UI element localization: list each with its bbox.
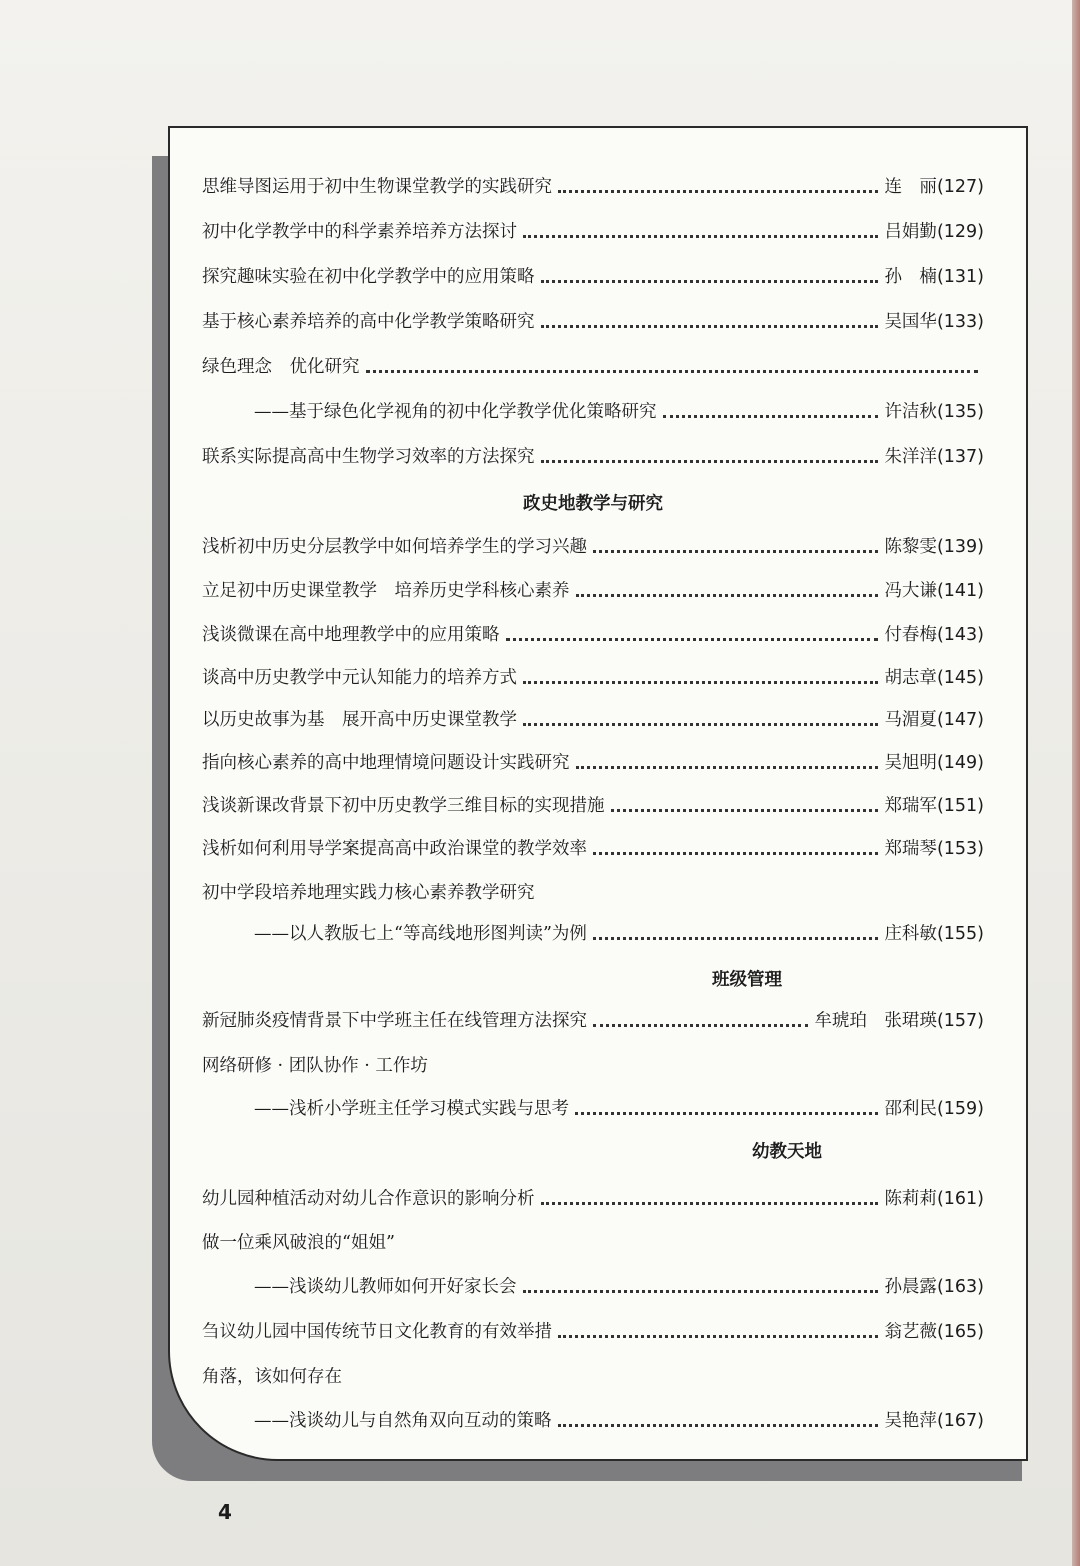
leader-dots	[523, 681, 878, 684]
toc-entry	[202, 164, 984, 198]
entry-title: 基于核心素养培养的高中化学教学策略研究	[202, 312, 535, 332]
entry-title: 浅析如何利用导学案提高高中政治课堂的教学效率	[202, 839, 587, 859]
leader-dots	[593, 550, 878, 553]
toc-entry	[202, 1043, 984, 1077]
entry-author: 胡志章	[884, 668, 937, 688]
leader-dots	[593, 852, 878, 855]
entry-author: 朱洋洋	[884, 447, 937, 467]
entry-author: 孙 楠	[884, 267, 937, 287]
entry-page: (151)	[936, 796, 984, 816]
entry-page: (153)	[936, 839, 984, 859]
entry-title: 刍议幼儿园中国传统节日文化教育的有效举措	[202, 1322, 552, 1342]
toc-entry	[202, 998, 984, 1032]
book-edge	[1072, 0, 1080, 1566]
entry-author: 冯大谦	[884, 581, 937, 601]
section-heading: 政史地教学与研究	[523, 494, 663, 514]
entry-author: 翁艺薇	[884, 1322, 937, 1342]
leader-dots	[575, 1112, 878, 1115]
entry-page: (167)	[936, 1411, 984, 1431]
entry-title: ——浅析小学班主任学习模式实践与思考	[254, 1099, 569, 1119]
entry-title: 绿色理念 优化研究	[202, 357, 360, 377]
entry-title: 浅谈新课改背景下初中历史教学三维目标的实现措施	[202, 796, 605, 816]
entry-author: 庄科敏	[884, 924, 937, 944]
leader-dots	[523, 723, 878, 726]
entry-title: ——基于绿色化学视角的初中化学教学优化策略研究	[254, 402, 657, 422]
leader-dots	[558, 1335, 878, 1338]
entry-page: (141)	[936, 581, 984, 601]
toc-entry	[202, 344, 984, 378]
page-number: 4	[218, 1500, 232, 1524]
entry-page: (135)	[936, 402, 984, 422]
entry-page: (131)	[936, 267, 984, 287]
toc-entry	[202, 1309, 984, 1343]
entry-page: (159)	[936, 1099, 984, 1119]
entry-author: 吴艳萍	[884, 1411, 937, 1431]
toc-entry	[202, 697, 984, 731]
entry-page: (129)	[936, 222, 984, 242]
entry-title: 网络研修 · 团队协作 · 工作坊	[202, 1056, 428, 1076]
toc-entry	[202, 1264, 984, 1298]
leader-dots	[576, 766, 879, 769]
toc-entry	[202, 740, 984, 774]
entry-title: 新冠肺炎疫情背景下中学班主任在线管理方法探究	[202, 1011, 587, 1031]
leader-dots	[558, 1424, 879, 1427]
entry-title: 以历史故事为基 展开高中历史课堂教学	[202, 710, 517, 730]
entry-author: 郑瑞军	[884, 796, 937, 816]
entry-page: (127)	[936, 177, 984, 197]
leader-dots	[541, 280, 879, 283]
leader-dots	[576, 594, 879, 597]
toc-entry	[202, 524, 984, 558]
toc-entry	[202, 1176, 984, 1210]
entry-page: (157)	[936, 1011, 984, 1031]
entry-title: ——以人教版七上“等高线地形图判读”为例	[254, 924, 587, 944]
toc-entry	[202, 826, 984, 860]
toc-entry	[202, 655, 984, 689]
section-heading: 班级管理	[712, 970, 782, 990]
toc-entry	[202, 434, 984, 468]
entry-page: (149)	[936, 753, 984, 773]
entry-page: (137)	[936, 447, 984, 467]
entry-author: 许洁秋	[884, 402, 937, 422]
leader-dots	[663, 415, 879, 418]
leader-dots	[366, 370, 979, 373]
leader-dots	[541, 1202, 879, 1205]
leader-dots	[523, 1290, 879, 1293]
entry-title: 幼儿园种植活动对幼儿合作意识的影响分析	[202, 1189, 535, 1209]
entry-page: (143)	[936, 625, 984, 645]
toc-entry	[202, 254, 984, 288]
entry-author: 郑瑞琴	[884, 839, 937, 859]
leader-dots	[593, 937, 879, 940]
entry-title: 联系实际提高高中生物学习效率的方法探究	[202, 447, 535, 467]
toc-entry	[202, 1354, 984, 1388]
entry-page: (147)	[936, 710, 984, 730]
toc-entry	[202, 783, 984, 817]
entry-author: 陈莉莉	[884, 1189, 937, 1209]
leader-dots	[558, 190, 878, 193]
entry-page: (165)	[936, 1322, 984, 1342]
toc-entry	[202, 1220, 984, 1254]
leader-dots	[593, 1024, 808, 1027]
entry-title: 初中学段培养地理实践力核心素养教学研究	[202, 883, 535, 903]
entry-page: (139)	[936, 537, 984, 557]
entry-title: 浅析初中历史分层教学中如何培养学生的学习兴趣	[202, 537, 587, 557]
entry-title: 做一位乘风破浪的“姐姐”	[202, 1233, 395, 1253]
entry-author: 付春梅	[884, 625, 937, 645]
toc-entry	[202, 1086, 984, 1120]
entry-author: 孙晨露	[884, 1277, 937, 1297]
section-heading: 幼教天地	[752, 1142, 822, 1162]
toc-entry	[202, 389, 984, 423]
entry-title: 角落，该如何存在	[202, 1367, 342, 1387]
entry-page: (145)	[936, 668, 984, 688]
leader-dots	[611, 809, 879, 812]
toc-entry	[202, 209, 984, 243]
toc-entry	[202, 612, 984, 646]
leader-dots	[523, 235, 878, 238]
toc-entry	[202, 1398, 984, 1432]
entry-author: 吕娟勤	[884, 222, 937, 242]
entry-page: (155)	[936, 924, 984, 944]
entry-author: 牟琥珀 张珺瑛	[814, 1011, 937, 1031]
toc-entry	[202, 568, 984, 602]
entry-title: 谈高中历史教学中元认知能力的培养方式	[202, 668, 517, 688]
entry-author: 马湄夏	[884, 710, 937, 730]
entry-author: 吴旭明	[884, 753, 937, 773]
leader-dots	[541, 325, 879, 328]
entry-title: 浅谈微课在高中地理教学中的应用策略	[202, 625, 500, 645]
entry-author: 吴国华	[884, 312, 937, 332]
entry-title: 指向核心素养的高中地理情境问题设计实践研究	[202, 753, 570, 773]
toc-entry	[202, 299, 984, 333]
entry-page: (133)	[936, 312, 984, 332]
entry-title: 初中化学教学中的科学素养培养方法探讨	[202, 222, 517, 242]
entry-title: 思维导图运用于初中生物课堂教学的实践研究	[202, 177, 552, 197]
entry-page: (163)	[936, 1277, 984, 1297]
entry-title: 立足初中历史课堂教学 培养历史学科核心素养	[202, 581, 570, 601]
entry-author: 连 丽	[884, 177, 937, 197]
toc-entry	[202, 911, 984, 945]
entry-author: 陈黎雯	[884, 537, 937, 557]
entry-author: 邵利民	[884, 1099, 937, 1119]
entry-title: ——浅谈幼儿教师如何开好家长会	[254, 1277, 517, 1297]
entry-page: (161)	[936, 1189, 984, 1209]
entry-title: ——浅谈幼儿与自然角双向互动的策略	[254, 1411, 552, 1431]
toc-entry	[202, 870, 984, 904]
leader-dots	[506, 638, 879, 641]
leader-dots	[541, 460, 879, 463]
entry-title: 探究趣味实验在初中化学教学中的应用策略	[202, 267, 535, 287]
